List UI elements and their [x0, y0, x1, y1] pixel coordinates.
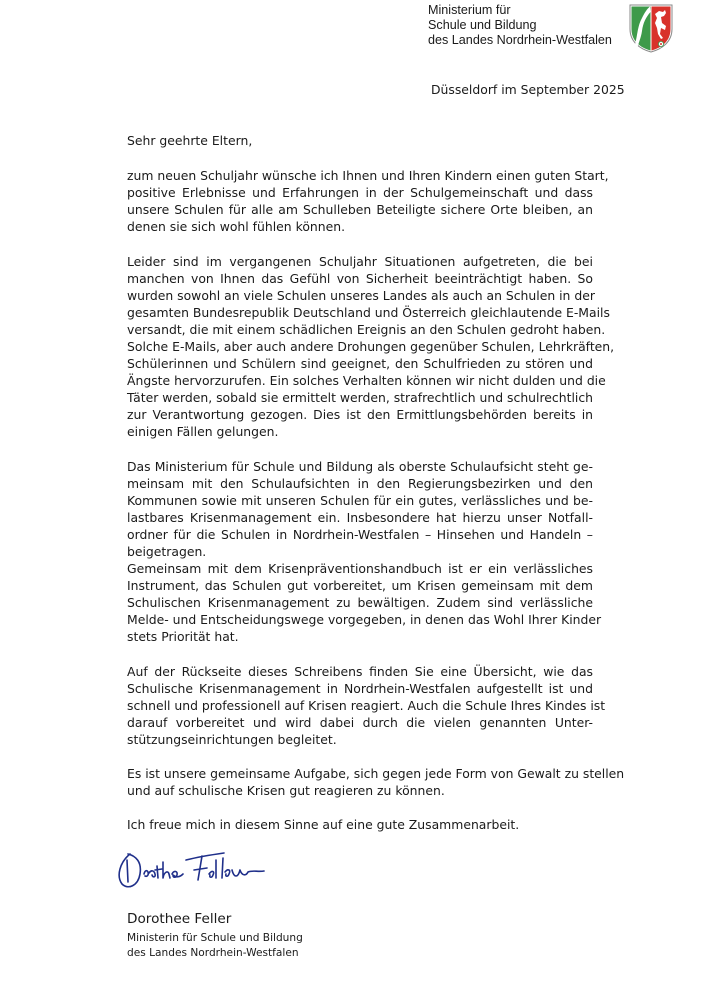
text-line: Schülerinnen und Schülern sind geeignet, den Schulfrieden zu stören und	[127, 356, 593, 371]
text-line: Ängste hervorzurufen. Ein solches Verhalten können wir nicht dulden und die	[127, 373, 606, 388]
body-paragraph	[127, 663, 606, 748]
signatory-role-line: des Landes Nordrhein-Westfalen	[127, 947, 299, 959]
text-line: unsere Schulen für alle am Schulleben Beteiligte sichere Orte bleiben, an	[127, 202, 593, 217]
text-line: versandt, die mit einem schädlichen Ereignis an den Schulen gedroht haben.	[127, 322, 606, 337]
text-line: Das Ministerium für Schule und Bildung als oberste Schulaufsicht steht ge-	[127, 459, 593, 474]
text-line: positive Erlebnisse und Erfahrungen in der Schulgemeinschaft und dass	[127, 185, 593, 200]
text-line: schnell und professionell auf Krisen reagiert. Auch die Schule Ihres Kindes ist	[127, 698, 606, 713]
text-line: und auf schulische Krisen gut reagieren zu können.	[127, 783, 445, 798]
text-line: Es ist unsere gemeinsame Aufgabe, sich gegen jede Form von Gewalt zu stellen	[127, 766, 625, 781]
text-line: Ich freue mich in diesem Sinne auf eine gute Zusammenarbeit.	[127, 817, 520, 832]
text-line: zum neuen Schuljahr wünsche ich Ihnen und Ihren Kindern einen guten Start,	[127, 168, 609, 183]
text-line: stützungseinrichtungen begleitet.	[127, 732, 337, 747]
text-line: Kommunen sowie mit unseren Schulen für ein gutes, verlässliches und be-	[127, 493, 593, 508]
text-line: einigen Fällen gelungen.	[127, 424, 279, 439]
text-line: Täter werden, sobald sie ermittelt werden, strafrechtlich und schulrechtlich	[127, 390, 593, 405]
signatory-name: Dorothee Feller	[127, 911, 232, 927]
text-line: Gemeinsam mit dem Krisenpräventionshandbuch ist er ein verlässliches	[127, 561, 593, 576]
text-line: denen sie sich wohl fühlen können.	[127, 219, 346, 234]
nrw-coat-of-arms-icon	[628, 3, 674, 53]
text-line: Leider sind im vergangenen Schuljahr Situationen aufgetreten, die bei	[127, 254, 593, 269]
salutation: Sehr geehrte Eltern,	[127, 133, 253, 148]
body-paragraph	[127, 816, 520, 833]
ministry-name-line: Schule und Bildung	[428, 18, 537, 32]
text-line: ordner für die Schulen in Nordrhein-Westfalen – Hinsehen und Handeln –	[127, 527, 593, 542]
ministry-name-line: Ministerium für	[428, 3, 511, 17]
text-line: manchen von Ihnen das Gefühl von Sicherheit beeinträchtigt haben. So	[127, 271, 593, 286]
text-line: beigetragen.	[127, 544, 207, 559]
text-line: stets Priorität hat.	[127, 629, 239, 644]
text-line: Instrument, das Schulen gut vorbereitet, um Krisen gemeinsam mit dem	[127, 578, 593, 593]
ministry-letterhead	[428, 3, 612, 48]
text-line: Melde- und Entscheidungswege vorgegeben, in denen das Wohl Ihrer Kinder	[127, 612, 602, 627]
signatory-role-line: Ministerin für Schule und Bildung	[127, 932, 303, 944]
text-line: Auf der Rückseite dieses Schreibens finden Sie eine Übersicht, wie das	[127, 664, 593, 679]
text-line: lastbares Krisenmanagement ein. Insbesondere hat hierzu unser Notfall-	[127, 510, 593, 525]
body-paragraph	[127, 458, 602, 645]
date-line: Düsseldorf im September 2025	[431, 82, 625, 97]
text-line: Schulische Krisenmanagement in Nordrhein-Westfalen aufgestellt ist und	[127, 681, 593, 696]
body-paragraph	[127, 765, 625, 799]
body-paragraph	[127, 253, 615, 440]
ministry-name-line: des Landes Nordrhein-Westfalen	[428, 33, 612, 47]
body-paragraph	[127, 167, 609, 235]
text-line: Schulischen Krisenmanagement zu bewältigen. Zudem sind verlässliche	[127, 595, 593, 610]
text-line: zur Verantwortung gezogen. Dies ist den Ermittlungsbehörden bereits in	[127, 407, 593, 422]
text-line: wurden sowohl an viele Schulen unseres Landes als auch an Schulen in der	[127, 288, 595, 303]
handwritten-signature	[112, 848, 292, 900]
text-line: Solche E-Mails, aber auch andere Drohungen gegenüber Schulen, Lehrkräften,	[127, 339, 615, 354]
text-line: meinsam mit den Schulaufsichten in den Regierungsbezirken und den	[127, 476, 593, 491]
text-line: darauf vorbereitet und wird dabei durch die vielen genannten Unter-	[127, 715, 593, 730]
text-line: gesamten Bundesrepublik Deutschland und Österreich gleichlautende E-Mails	[127, 305, 610, 320]
